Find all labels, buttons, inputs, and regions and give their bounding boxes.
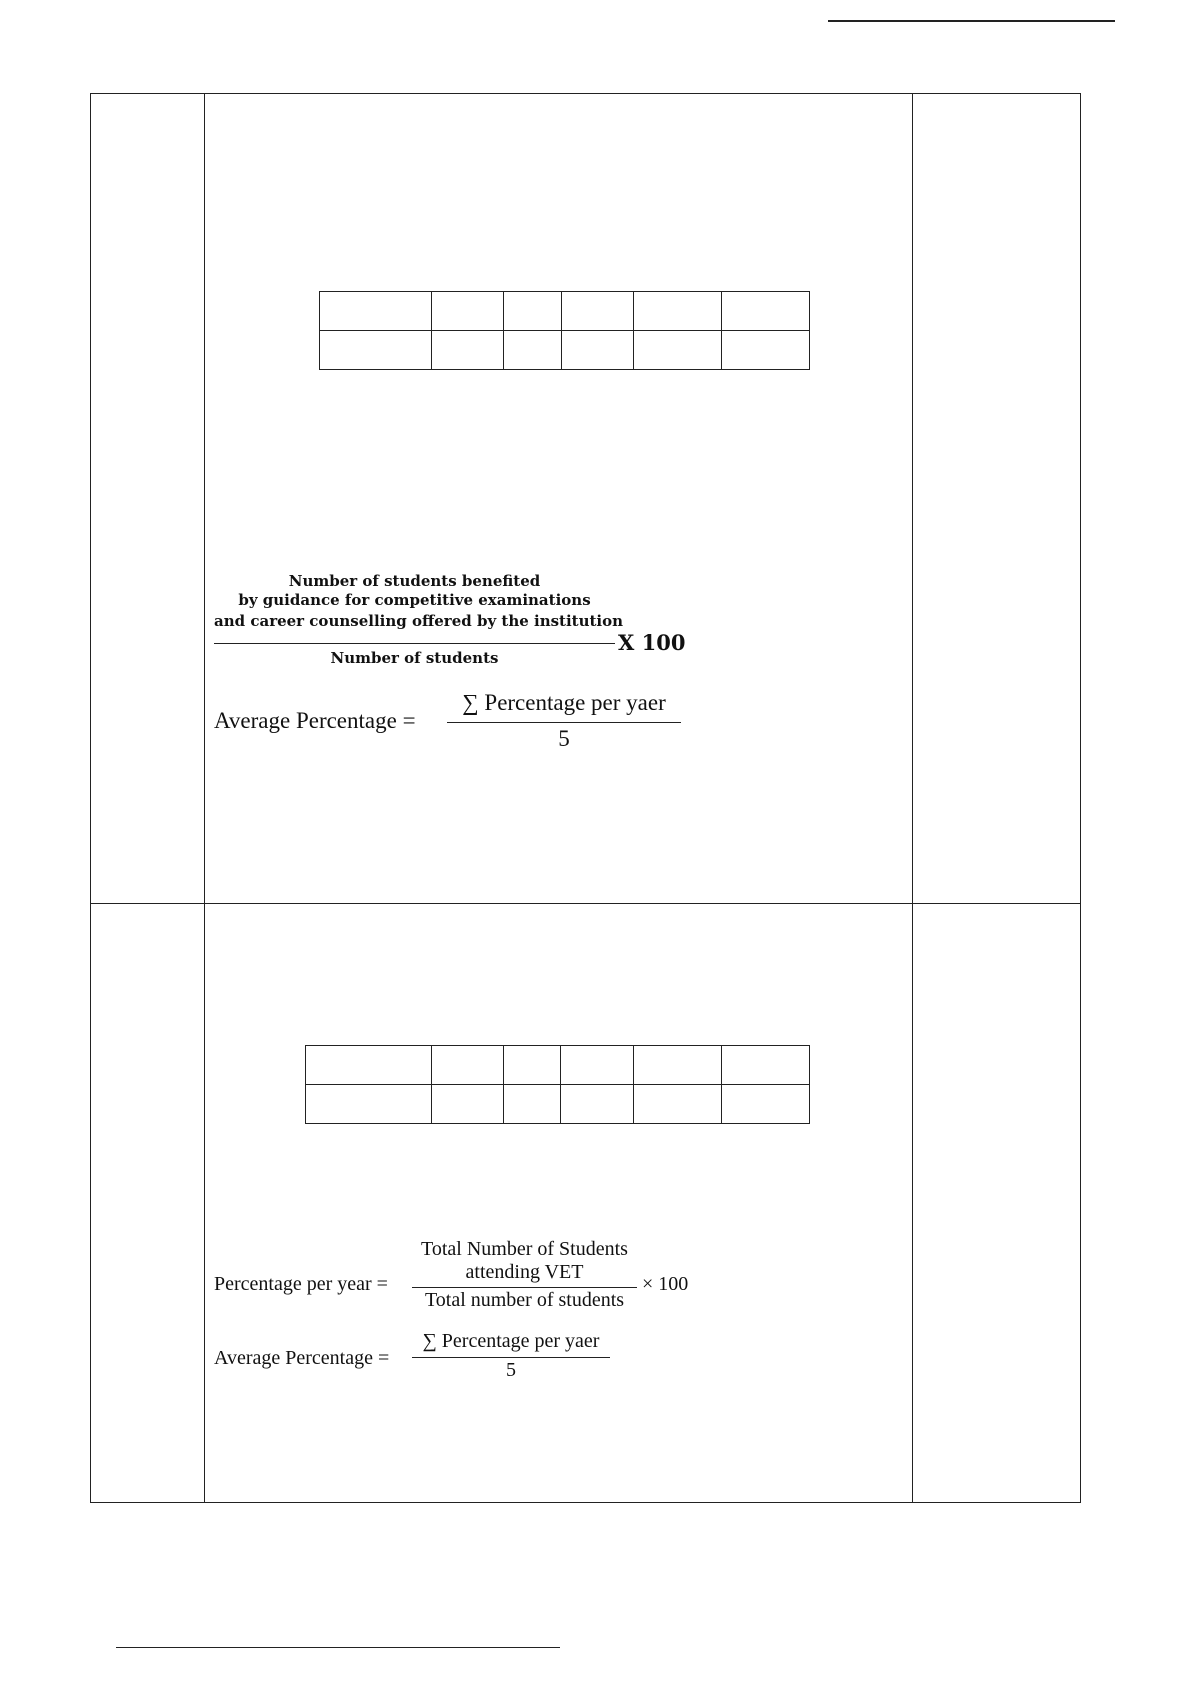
table-cell — [320, 331, 432, 370]
table-row — [306, 1046, 810, 1085]
header-rule — [828, 20, 1115, 22]
table-cell — [306, 1046, 432, 1085]
table-cell — [633, 1085, 721, 1124]
table-cell — [504, 331, 561, 370]
table-cell — [561, 331, 633, 370]
table-cell — [721, 331, 809, 370]
table-cell — [504, 292, 561, 331]
table-cell — [561, 1085, 633, 1124]
fraction-bar — [412, 1287, 637, 1288]
table-row — [320, 292, 810, 331]
formula-numerator-line: by guidance for competitive examinations — [238, 591, 591, 609]
formula-numerator-line: and career counselling offered by the institution — [214, 612, 624, 630]
table-cell — [504, 1046, 561, 1085]
average-formula-lhs: Average Percentage = — [214, 708, 416, 733]
formula-numerator-line: Total Number of Students — [421, 1238, 628, 1260]
formula-multiplier: × 100 — [642, 1273, 689, 1295]
average-formula-lhs: Average Percentage = — [214, 1347, 390, 1369]
formula-numerator-line: Number of students benefited — [288, 572, 541, 590]
table-cell — [431, 1046, 503, 1085]
table-cell — [561, 1046, 633, 1085]
table-cell — [320, 292, 432, 331]
formula-multiplier: X 100 — [618, 630, 686, 655]
table-cell — [721, 292, 809, 331]
footnote-rule — [116, 1647, 560, 1648]
percentage-formula-2 — [214, 1238, 714, 1313]
fraction-bar — [412, 1357, 610, 1358]
year-table-2 — [305, 1045, 810, 1124]
fraction-bar — [214, 643, 615, 644]
table-row — [306, 1085, 810, 1124]
average-formula-denominator: 5 — [506, 1359, 516, 1381]
table-cell — [431, 1085, 503, 1124]
year-table-1 — [319, 291, 810, 370]
average-formula-numerator: ∑ Percentage per yaer — [422, 1330, 600, 1352]
table-row — [320, 331, 810, 370]
table-cell — [306, 1085, 432, 1124]
table-cell — [721, 1085, 809, 1124]
percentage-formula-lhs: Percentage per year = — [214, 1273, 388, 1295]
row-divider — [90, 903, 1081, 904]
average-formula-2 — [214, 1330, 634, 1390]
table-cell — [633, 331, 721, 370]
table-cell — [561, 292, 633, 331]
table-cell — [633, 1046, 721, 1085]
column-divider-right — [912, 93, 913, 1503]
formula-denominator: Number of students — [330, 649, 499, 667]
average-formula-denominator: 5 — [558, 726, 570, 751]
table-cell — [431, 292, 503, 331]
fraction-bar — [447, 722, 681, 723]
table-cell — [504, 1085, 561, 1124]
formula-denominator: Total number of students — [424, 1289, 625, 1311]
table-cell — [633, 292, 721, 331]
average-formula-1 — [214, 690, 694, 760]
table-cell — [431, 331, 503, 370]
average-formula-numerator: ∑ Percentage per yaer — [462, 690, 666, 715]
column-divider-left — [204, 93, 205, 1503]
table-cell — [721, 1046, 809, 1085]
percentage-formula-1 — [214, 571, 694, 671]
formula-numerator-line: attending VET — [465, 1261, 584, 1283]
